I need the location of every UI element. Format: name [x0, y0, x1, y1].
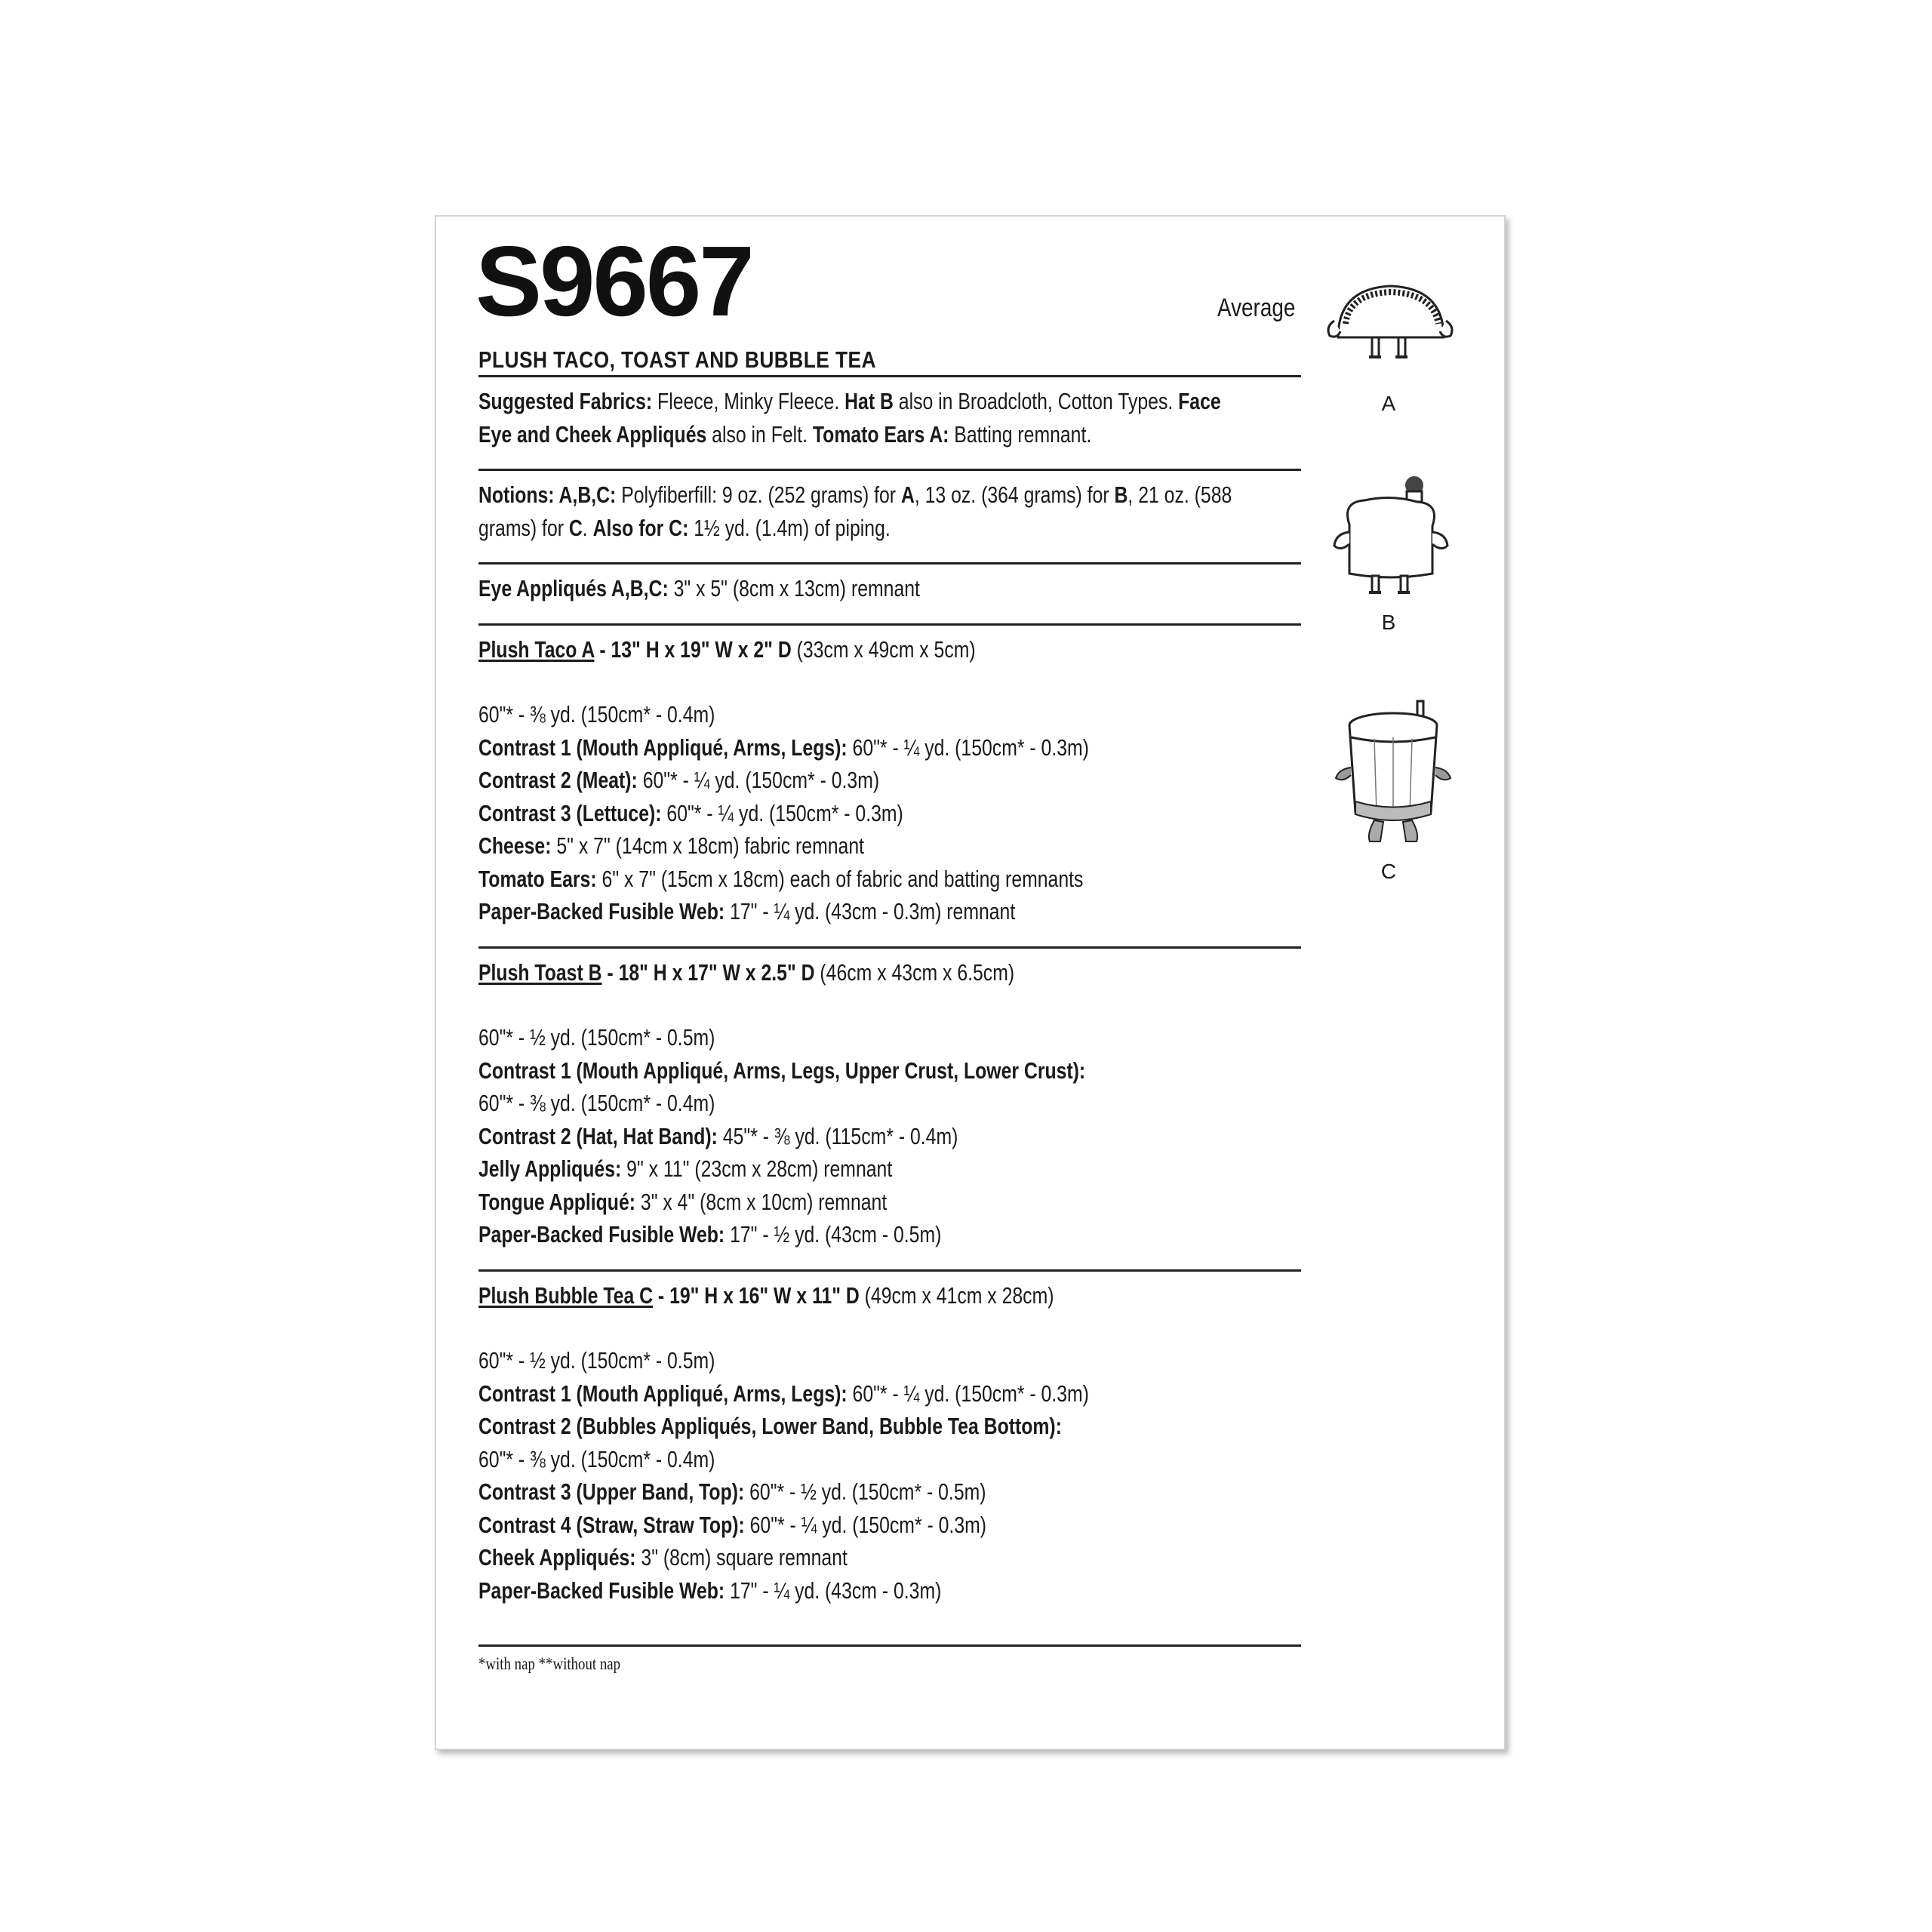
bubble-tea-icon [1333, 700, 1454, 851]
taco-icon [1319, 277, 1459, 368]
eye-applique-section: Eye Appliqués A,B,C: 3" x 5" (8cm x 13cm) remnant [478, 575, 920, 601]
taco-heading: Plush Taco A [478, 635, 595, 663]
toast-section: Plush Toast B - 18" H x 17" W x 2.5" D (46cm x 43cm x 6.5cm) 60"* - ½ yd. (150cm* - 0.5m) Contrast 1 (Mouth Appliqué, Arms, Legs, Upper Crust, Lower Crust): 60"* - ⅜ yd. (150cm* - 0.4m) Contrast 2 (Hat, Hat Band): 45"* - ⅜ yd. (115cm* - 0.4m) Jelly Appliqués: 9" x 11" (23cm x 28cm) remnant Tongue Appliqué: 3" x 4" (8cm x 10cm) remnant Paper-Backed Fusible Web: 17" - ½ yd. (43cm - 0.5m) [478, 958, 1086, 1247]
pattern-sheet [435, 215, 1506, 1750]
difficulty-level: Average [1217, 294, 1296, 322]
toast-heading: Plush Toast B [478, 958, 602, 986]
yardage-content [478, 345, 1301, 1675]
taco-section: Plush Taco A - 13" H x 19" W x 2" D (33cm x 49cm x 5cm) 60"* - ⅜ yd. (150cm* - 0.4m) Contrast 1 (Mouth Appliqué, Arms, Legs): 60"* - ¼ yd. (150cm* - 0.3m) Contrast 2 (Meat): 60"* - ¼ yd. (150cm* - 0.3m) Contrast 3 (Lettuce): 60"* - ¼ yd. (150cm* - 0.3m) Cheese: 5" x 7" (14cm x 18cm) fabric remnant Tomato Ears: 6" x 7" (15cm x 18cm) each of fabric and batting remnants Paper-Backed Fusible Web: 17" - ¼ yd. (43cm - 0.3m) remnant [478, 635, 1089, 924]
view-label-a: A [1381, 392, 1396, 415]
bubble-tea-section: Plush Bubble Tea C - 19" H x 16" W x 11" D (49cm x 41cm x 28cm) 60"* - ½ yd. (150cm* - 0.5m) Contrast 1 (Mouth Appliqué, Arms, Legs): 60"* - ¼ yd. (150cm* - 0.3m) Contrast 2 (Bubbles Appliqués, Lower Band, Bubble Tea Bottom): 60"* - ⅜ yd. (150cm* - 0.4m) Contrast 3 (Upper Band, Top): 60"* - ½ yd. (150cm* - 0.5m) Contrast 4 (Straw, Straw Top): 60"* - ¼ yd. (150cm* - 0.3m) Cheek Appliqués: 3" (8cm) square remnant Paper-Backed Fusible Web: 17" - ¼ yd. (43cm - 0.3m) [478, 1281, 1089, 1604]
view-label-c: C [1380, 860, 1397, 883]
bubble-tea-heading: Plush Bubble Tea C [478, 1281, 654, 1309]
notions-section: Notions: A,B,C: Polyfiberfill: 9 oz. (252 grams) for A, 13 oz. (364 grams) for B, 21 oz. (588 grams) for C. Also for C: 1½ yd. (1.4m) of piping. [478, 481, 1232, 541]
suggested-fabrics-section: Suggested Fabrics: Fleece, Minky Fleece. Hat B also in Broadcloth, Cotton Types. Face Eye and Cheek Appliqués also in Felt. Tomato Ears A: Batting remnant. [478, 388, 1221, 448]
view-label-b: B [1381, 611, 1396, 634]
pattern-number: S9667 [475, 226, 752, 337]
pattern-title: PLUSH TACO, TOAST AND BUBBLE TEA [478, 346, 876, 373]
footnote: *with nap **without nap [478, 1654, 621, 1673]
toast-icon [1327, 472, 1455, 600]
